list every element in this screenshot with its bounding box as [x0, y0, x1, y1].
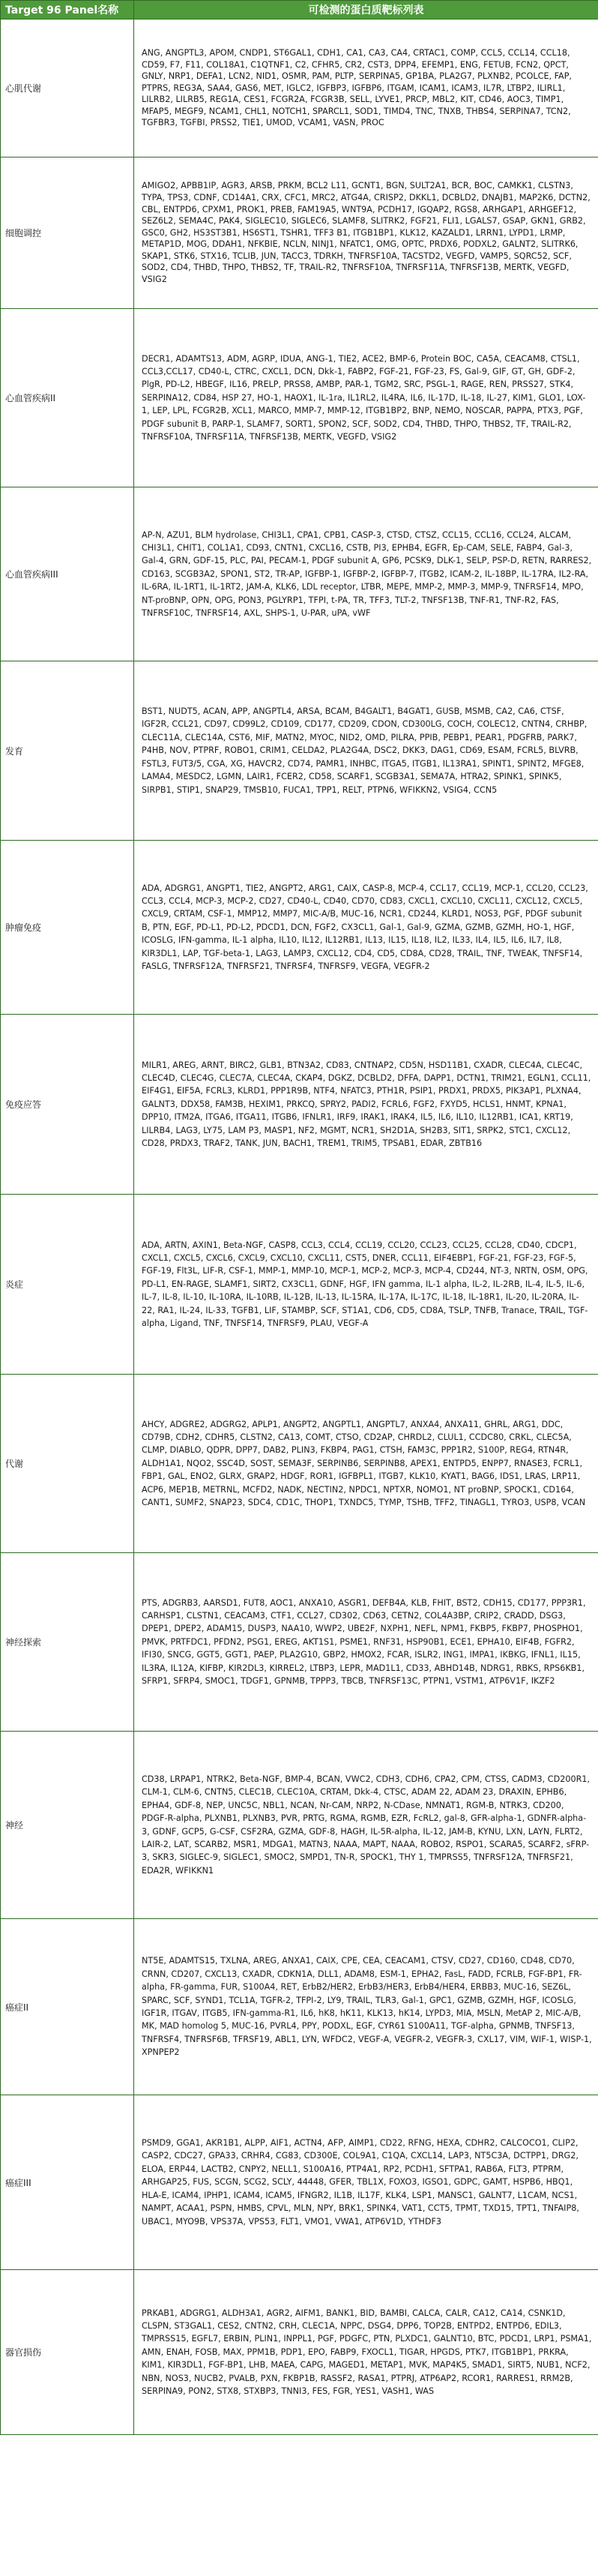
header-panel-name: Target 96 Panel名称 — [1, 1, 134, 19]
protein-list: ADA, ARTN, AXIN1, Beta-NGF, CASP8, CCL3, CCL4, CCL19, CCL20, CCL23, CCL25, CCL28, CD40, CDCP1, CXCL1, CXCL5, CXCL6, CXCL9, CXCL10, CXCL11, CST5, DNER, CCL11, EIF4EBP1, FGF-21, FGF-23, FGF-5, FGF-19, Flt3L, LIF-R, CSF-1, MMP-1, MMP-10, MCP-1, MCP-2, MCP-3, MCP-4, CD244, NT-3, NRTN, OSM, OPG, PD-L1, EN-RAGE, SLAMF1, SIRT2, CX3CL1, GDNF, HGF, IFN gamma, IL-1 alpha, IL-2, IL-2RB, IL-4, IL-5, IL-6, IL-7, IL-8, IL-10, IL-10RA, IL-10RB, IL-12B, IL-13, IL-15RA, IL-17A, IL-17C, IL-18, IL-18R1, IL-20, IL-20RA, IL-22, RA1, IL-24, IL-33, TGFB1, LIF, STAMBP, SCF, ST1A1, CD6, CD5, CD8A, TSLP, TNFB, Tranace, TRAIL, TGF-alpha, Ligand, TNF, TNFSF14, TNFRSF9, PLAU, VEGF-A — [134, 1195, 598, 1375]
panel-name: 心肌代谢 — [1, 19, 134, 157]
table-row — [1, 19, 598, 157]
protein-list: MILR1, AREG, ARNT, BIRC2, GLB1, BTN3A2, CD83, CNTNAP2, CD5N, HSD11B1, CXADR, CLEC4A, CLEC4C, CLEC4D, CLEC4G, CLEC7A, CLEC4A, CKAP4, DGKZ, DCBLD2, DFFA, DAPP1, DCTN1, TRIM21, EGLN1, CCL11, EIF4G1, EIF5A, FCRL3, KLRD1, PPP1R9B, NTF4, NFATC3, PTH1R, PSIP1, PRDX1, PRDX5, PIK3AP1, PLXNA4, GALNT3, DDX58, FAM3B, HEXIM1, PRKCQ, SPRY2, PADI2, FCRL6, FGF2, FXYD5, HCLS1, HNMT, KPNA1, DPP10, ITM2A, ITGA6, ITGA11, ITGB6, IFNLR1, IRF9, IRAK1, IRAK4, IL5, IL6, IL10, IL12RB1, ICA1, KRT19, LILRB4, LAG3, LY75, LAM P3, MASP1, NF2, MGMT, NCR1, SH2D1A, SH2B3, SIT1, SRPK2, STC1, CXCL12, CD28, PRDX3, TRAF2, TANK, JUN, BACH1, TREM1, TRIM5, TPSAB1, EDAR, ZBTB16 — [134, 1015, 598, 1195]
table-row — [1, 487, 598, 661]
protein-list: AP-N, AZU1, BLM hydrolase, CHI3L1, CPA1, CPB1, CASP-3, CTSD, CTSZ, CCL15, CCL16, CCL24, ALCAM, CHI3L1, CHIT1, COL1A1, CD93, CNTN1, CXCL16, CSTB, PI3, EPHB4, EGFR, Ep-CAM, SELE, FABP4, Gal-3, Gal-4, GRN, GDF-15, PLC, PAI, PECAM-1, PDGF subunit A, GP6, PCSK9, DLK-1, SELP, PSP-D, RETN, RARRES2, CD163, SCGB3A2, SPON1, ST2, TR-AP, IGFBP-1, IGFBP-2, IGFBP-7, ITGB2, ICAM-2, IL-18BP, IL-17RA, IL2-RA, IL-6RA, IL-1RT1, IL-1RT2, JAM-A, KLK6, LDL receptor, LTBR, MEPE, MMP-2, MMP-3, MMP-9, TNFRSF14, MPO, NT-proBNP, OPN, OPG, PON3, PGLYRP1, TFPI, t-PA, TR, TFF3, TLT-2, TNFSF13B, TNF-R1, TNF-R2, FAS, TNFRSF10C, TNFRSF14, AXL, SHPS-1, U-PAR, uPA, vWF — [134, 487, 598, 661]
panel-name: 癌症II — [1, 1919, 134, 2095]
protein-list: PRKAB1, ADGRG1, ALDH3A1, AGR2, AIFM1, BANK1, BID, BAMBI, CALCA, CALR, CA12, CA14, CSNK1D, CLSPN, ST3GAL1, CES2, CNTN2, CRH, CLEC1A, NPPC, DSG4, DPP6, TOP2B, ENTPD2, ENTPD6, EDIL3, TMPRSS15, EGFL7, ERBIN, PLIN1, INPPL1, PGF, PDGFC, PTN, PLXDC1, GALNT10, BTC, PDCD1, LRP1, PSMA1, AMN, ENAH, FOSB, MAX, PPM1B, PDP1, EPO, FABP9, FXOCL1, TIGAR, HPGDS, PTK7, ITGB1BP1, PRKRA, KIM1, KIR3DL1, FGF-BP1, LHB, MAEA, CAPG, MAGED1, METAP1, MVK, MAP4K5, SMAD1, SIRT5, NUB1, NCF2, NBN, NOS3, NUCB2, PVALB, PXN, FKBP1B, RASSF2, RASA1, PTPRJ, ATP6AP2, RCOR1, RARRES1, RRM2B, SERPINA9, PON2, STX8, STXBP3, TNNI3, FES, FGR, YES1, VASH1, WAS — [134, 2270, 598, 2435]
table-row — [1, 661, 598, 841]
protein-list: ANG, ANGPTL3, APOM, CNDP1, ST6GAL1, CDH1, CA1, CA3, CA4, CRTAC1, COMP, CCL5, CCL14, CCL18, CD59, F7, F11, COL18A1, C1QTNF1, C2, CFHR5, CR2, CST3, DPP4, EFEMP1, ENG, FETUB, FCN2, QPCT, GNLY, NRP1, DEFA1, LCN2, NID1, OSMR, PAM, PLTP, SERPINA5, GP1BA, PLA2G7, PLXNB2, PCOLCE, FAP, PTPRS, REG3A, SAA4, GAS6, MET, IGLC2, IGFBP3, IGFBP6, ITGAM, ICAM1, ICAM3, IL7R, LTBP2, ILIRL1, LILRB2, LILRB5, REG1A, CES1, FCGR2A, FCGR3B, SELL, LYVE1, PRCP, MBL2, KIT, CD46, AOC3, TIMP1, MFAP5, MEGF9, NCAM1, CHL1, NOTCH1, SPARCL1, SOD1, TIMD4, TNC, TNXB, THBS4, SERPINA7, TCN2, TGFBR3, TGFBI, PRSS2, TIE1, UMOD, VCAM1, VASN, PROC — [134, 19, 598, 157]
panel-name: 免疫应答 — [1, 1015, 134, 1195]
table-row — [1, 1553, 598, 1732]
protein-list: PSMD9, GGA1, AKR1B1, ALPP, AIF1, ACTN4, AFP, AIMP1, CD22, RFNG, HEXA, CDHR2, CALCOCO1, CLIP2, CASP2, CDC27, GPA33, CRHR4, CG83, CD300E, COL9A1, C1QA, CXCL14, LAP3, NT5C3A, DCTPP1, DRG2, ELOA, ERP44, LACTB2, CNPY2, NELL1, S100A16, PTP4A1, RP2, PCDH1, SFTPA1, RAB6A, FLT3, PTPRM, ARHGAP25, FUS, SCGN, SCG2, SCLY, 44448, GFER, TBL1X, FOXO3, IGSO1, GDPC, GAMT, HSPB6, HBQ1, HLA-E, ICAM4, IPHP1, ICAM4, ICAM5, IFNGR2, IL1B, IL17F, KLK4, LSP1, MANSC1, GALNT7, L1CAM, NCS1, NAMPT, ACAA1, PSPN, HMBS, CPVL, MLN, NPY, BRK1, SPINK4, VAT1, CCT5, TPMT, TXD15, TPT1, TNFAIP8, UBAC1, MYO9B, VPS37A, VPS53, FLT1, VMO1, VWA1, ATP6V1D, YTHDF3 — [134, 2095, 598, 2270]
panel-name: 心血管疾病II — [1, 309, 134, 487]
protein-list: AMIGO2, APBB1IP, AGR3, ARSB, PRKM, BCL2 L11, GCNT1, BGN, SULT2A1, BCR, BOC, CAMKK1, CLSTN3, TYPA, TPS3, CDNF, CD14A1, CRX, CFC1, MRC2, ATG4A, CRISP2, DKKL1, DCBLD2, DNAJB1, MAP2K6, DCTN2, CBL, ENTPD6, CPXM1, PROK1, PREB, FAM19A5, WNT9A, PCDH17, IGQAP2, RGS8, ARHGAP1, ARHGEF12, SEZ6L2, SEMA4C, PAK4, SIGLEC10, SIGLEC6, SLAMF8, SLITRK2, FGF21, FLI1, LGALS7, GSAP, GKN1, GRB2, GSC0, GH2, HS3ST3B1, HS6ST1, TSHR1, TFF3 B1, ITGB1BP1, KLK12, KAZALD1, LRRN1, LYPD1, LRMP, METAP1D, MOG, DDAH1, NFKBIE, NCLN, NINJ1, NFATC1, OMG, OPTC, PRDX6, PODXL2, GALNT2, SLITRK6, SKAP1, STK6, STX16, TCLIB, JUN, TACC3, TDRKH, TNFRSF10A, TACSTD2, VEGFD, VAMP5, SQRC52, SCF, SOD2, CD4, THBD, THPO, THBS2, TF, TRAIL-R2, TNFRSF10A, TNFRSF11A, TNFRSF13B, MERTK, VEGFD, VSIG2 — [134, 157, 598, 309]
protein-list: AHCY, ADGRE2, ADGRG2, APLP1, ANGPT2, ANGPTL1, ANGPTL7, ANXA4, ANXA11, GHRL, ARG1, DDC, CD79B, CDH2, CDHR5, CLSTN2, CA13, COMT, CTSO, CD2AP, CHRDL2, CLUL1, CCDC80, CRKL, CLEC5A, CLMP, DIABLO, QDPR, DPP7, DAB2, PLIN3, FKBP4, PAG1, CTSH, FAM3C, PPP1R2, S100P, REG4, RTN4R, ALDH1A1, NQO2, SSC4D, SOST, SEMA3F, SERPINB6, SERPINB8, APEX1, ENTPD5, ENPP7, RNASE3, FCRL1, FBP1, GAL, ENO2, GLRX, GRAP2, HDGF, ROR1, IGFBPL1, ITGB7, KLK10, KYAT1, BAG6, IDS1, LRAS, LRP11, ACP6, MEP1B, METRNL, MCFD2, NADK, NECTIN2, NPDC1, NPTXR, NOMO1, NT proBNP, SPOCK1, CD164, CANT1, SUMF2, SNAP23, SDC4, CD1C, THOP1, TXNDC5, TYMP, TSHB, TFF2, TINAGL1, TYRO3, USP8, VCAN — [134, 1375, 598, 1553]
table-header-row — [1, 1, 598, 19]
protein-list: BST1, NUDT5, ACAN, APP, ANGPTL4, ARSA, BCAM, B4GALT1, B4GAT1, GUSB, MSMB, CA2, CA6, CTSF, IGF2R, CCL21, CD97, CD99L2, CD109, CD177, CD209, CDON, CD300LG, COCH, COLEC12, CNTN4, CRHBP, CLEC11A, CLEC14A, CST6, MIF, MATN2, MYOC, NID2, OMD, PILRA, PPIB, PEBP1, PEAR1, PDGFRB, PARK7, P4HB, NOV, PTPRF, ROBO1, CRIM1, CELDA2, PLA2G4A, DSC2, DKK3, DAG1, CD69, ESAM, FCRL5, BLVRB, FSTL3, FUT3/5, CGA, XG, HAVCR2, CD74, PAMR1, INHBC, ITGA5, ITGB1, IL13RA1, SPINT1, SPINT2, MFGE8, LAMA4, MESDC2, LGMN, LAIR1, FCER2, CD58, SCARF1, SCGB3A1, SEMA7A, HTRA2, SPINK1, SPINK5, SIRPB1, STIP1, SNAP29, TMSB10, FUCA1, TPP1, RELT, PTPN6, WFIKKN2, VSIG4, CCN5 — [134, 661, 598, 841]
table-row — [1, 309, 598, 487]
table-row — [1, 1919, 598, 2095]
protein-list: DECR1, ADAMTS13, ADM, AGRP, IDUA, ANG-1, TIE2, ACE2, BMP-6, Protein BOC, CA5A, CEACAM8, CTSL1, CCL3,CCL17, CD40-L, CTRC, CXCL1, DCN, Dkk-1, FABP2, FGF-21, FGF-23, FS, Gal-9, GIF, GT, GH, GDF-2, PlgR, PD-L2, HBEGF, IL16, PRELP, PRSS8, AMBP, PAR-1, TGM2, SRC, PSGL-1, RAGE, REN, PRSS27, STK4, SERPINA12, CD84, HSP 27, HO-1, HAOX1, IL-1ra, IL1RL2, IL4RA, IL6, IL-17D, IL-18, IL-27, KIM1, GLO1, LOX-1, LEP, LPL, FCGR2B, XCL1, MARCO, MMP-7, MMP-12, ITGB1BP2, BNP, NEMO, NOSCAR, PAPPA, PTX3, PGF, PDGF subunit B, PARP-1, SLAMF7, SORT1, SPON2, SCF, SOD2, CD4, THBD, THPO, THBS2, TF, TRAIL-R2, TNFRSF10A, TNFRSF11A, TNFRSF13B, MERTK, VEGFD, VSIG2 — [134, 309, 598, 487]
protein-list: PTS, ADGRB3, AARSD1, FUT8, AOC1, ANXA10, ASGR1, DEFB4A, KLB, FHIT, BST2, CDH15, CD177, PPP3R1, CARHSP1, CLSTN1, CEACAM3, CTF1, CCL27, CD302, CD63, CETN2, COL4A3BP, CRIP2, CRADD, DSG3, DPEP1, DPEP2, ADAM15, DUSP3, NAA10, WWP2, UBE2F, NXPH1, NEFL, NPM1, FKBP5, FKBP7, PHOSPHO1, PMVK, PRTFDC1, PFDN2, PSG1, EREG, AKT1S1, PSME1, RNF31, HSP90B1, ECE1, EPHA10, EIF4B, FGFR2, IFI30, SNCG, GGT5, GGT1, PAEP, PLA2G10, GBP2, HMOX2, FCAR, ISLR2, ING1, IMPA1, IKBKG, IFNL1, IL15, IL3RA, IL12A, KIFBP, KIR2DL3, KIRREL2, LTBP3, LEPR, MAD1L1, CD33, ABHD14B, NDRG1, RBKS, RPS6KB1, SFRP1, SFRP4, SMOC1, TDGF1, GPNMB, TPPP3, TBCB, TNFRSF13C, PTPN1, VSTM1, ATP6V1F, IKZF2 — [134, 1553, 598, 1732]
table-row — [1, 2270, 598, 2435]
table-row — [1, 1375, 598, 1553]
panel-name: 炎症 — [1, 1195, 134, 1375]
panel-name: 神经 — [1, 1732, 134, 1919]
table-row — [1, 1195, 598, 1375]
panel-name: 细胞调控 — [1, 157, 134, 309]
protein-list: NT5E, ADAMTS15, TXLNA, AREG, ANXA1, CAIX, CPE, CEA, CEACAM1, CTSV, CD27, CD160, CD48, CD70, CRNN, CD207, CXCL13, CXADR, CDKN1A, DLL1, ADAM8, ESM-1, EPHA2, FasL, FADD, FCRLB, FGF-BP1, FR-alpha, FR-gamma, FUR, S100A4, RET, ErbB2/HER2, ErbB3/HER3, ErbB4/HER4, ERBB3, MUC-16, SEZ6L, SPARC, SCF, SYND1, TCL1A, TGFR-2, TFPI-2, LY9, TRAIL, TLR3, Gal-1, GPC1, GZMB, GZMH, HGF, ICOSLG, IGF1R, ITGAV, ITGB5, IFN-gamma-R1, IL6, hK8, hK11, KLK13, hK14, LYPD3, MIA, MSLN, MetAP 2, MIC-A/B, MK, MAD homolog 5, MUC-16, PVRL4, PPY, PODXL, EGF, CYR61 S100A11, TGF-alpha, GPNMB, TNFSF13, TNFRSF4, TNFRSF6B, TFRSF19, ABL1, LYN, WFDC2, VEGF-A, VEGFR-2, VEGFR-3, CXL17, VIM, WIF-1, WISP-1, XPNPEP2 — [134, 1919, 598, 2095]
panel-name: 癌症III — [1, 2095, 134, 2270]
protein-list: CD38, LRPAP1, NTRK2, Beta-NGF, BMP-4, BCAN, VWC2, CDH3, CDH6, CPA2, CPM, CTSS, CADM3, CD200R1, CLM-1, CLM-6, CNTN5, CLEC1B, CLEC10A, CRTAM, Dkk-4, CTSC, ADAM 22, ADAM 23, DRAXIN, EPHB6, EPHA4, GDF-8, NEP, UNC5C, NBL1, NCAN, Nr-CAM, NRP2, N-CDase, NMNAT1, RGM-B, NTRK3, CD200, PDGF-R-alpha, PLXNB1, PLXNB3, PVR, PRTG, RGMA, RGMB, EZR, FcRL2, gal-8, GFR-alpha-1, GDNFR-alpha-3, GDNF, GCP5, G-CSF, CSF2RA, GZMA, GDF-8, HAGH, IL-5R-alpha, IL-12, JAM-B, KYNU, LXN, LAYN, FLRT2, LAIR-2, LAT, SCARB2, MSR1, MDGA1, MATN3, NAAA, MAPT, NAAA, ROBO2, RSPO1, SCARA5, SCARF2, sFRP-3, SKR3, SIGLEC-9, SIGLEC1, SMOC2, SMPD1, TN-R, SPOCK1, THY 1, TMPRSS5, TNFRSF12A, TNFRSF21, EDA2R, WFIKKN1 — [134, 1732, 598, 1919]
panel-name: 代谢 — [1, 1375, 134, 1553]
table-row — [1, 1732, 598, 1919]
panel-name: 心血管疾病III — [1, 487, 134, 661]
table-row — [1, 1015, 598, 1195]
table-row — [1, 841, 598, 1015]
table-row — [1, 2095, 598, 2270]
panel-name: 肿瘤免疫 — [1, 841, 134, 1015]
panel-name: 器官损伤 — [1, 2270, 134, 2435]
table-row — [1, 157, 598, 309]
protein-list: ADA, ADGRG1, ANGPT1, TIE2, ANGPT2, ARG1, CAIX, CASP-8, MCP-4, CCL17, CCL19, MCP-1, CCL20, CCL23, CCL3, CCL4, MCP-3, MCP-2, CD27, CD40-L, CD40, CD70, CD83, CXCL1, CXCL10, CXCL11, CXCL12, CXCL5, CXCL9, CRTAM, CSF-1, MMP12, MMP7, MIC-A/B, MUC-16, NCR1, CD244, KLRD1, NOS3, PGF, PDGF subunit B, PTN, EGF, PD-L1, PD-L2, PDCD1, DCN, FGF2, CX3CL1, Gal-1, Gal-9, GZMA, GZMB, GZMH, HO-1, HGF, ICOSLG, IFN-gamma, IL-1 alpha, IL10, IL12, IL12RB1, IL13, IL15, IL18, IL2, IL33, IL4, IL5, IL6, IL7, IL8, KIR3DL1, LAP, TGF-beta-1, LAG3, LAMP3, CXCL12, CD4, CD5, CD8A, CD28, TRAIL, TNF, TWEAK, TNFSF14, FASLG, TNFRSF12A, TNFRSF21, TNFRSF4, TNFRSF9, VEGFA, VEGFR-2 — [134, 841, 598, 1015]
panel-name: 神经探索 — [1, 1553, 134, 1732]
header-protein-list: 可检测的蛋白质靶标列表 — [134, 1, 598, 19]
panel-name: 发育 — [1, 661, 134, 841]
